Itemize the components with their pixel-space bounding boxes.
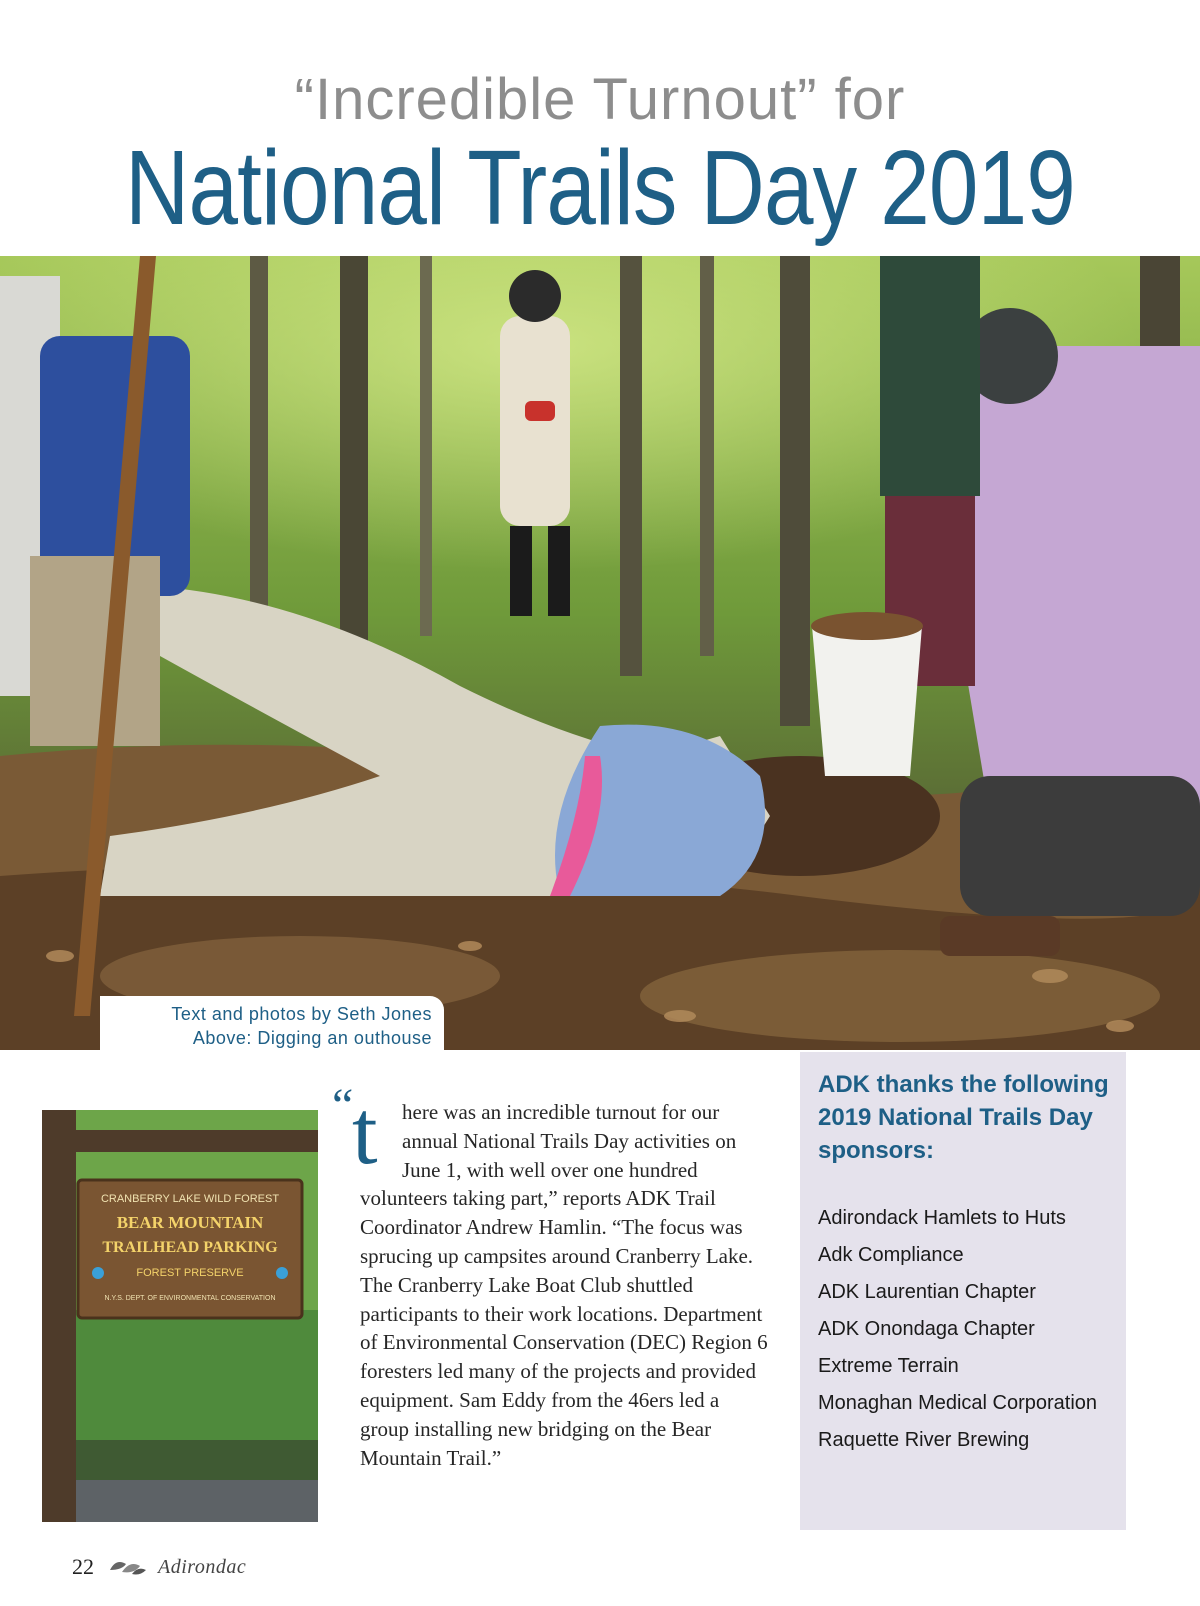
sponsors-sidebar xyxy=(800,1052,1126,1530)
magazine-name: Adirondac xyxy=(158,1556,247,1578)
trailhead-sign-photo xyxy=(42,1110,318,1522)
sponsor-item: Monaghan Medical Corporation xyxy=(818,1392,1098,1414)
photo-credit-box xyxy=(100,996,444,1054)
sponsor-item: Raquette River Brewing xyxy=(818,1429,1030,1451)
article-headline: National Trails Day 2019 xyxy=(125,129,1075,247)
sign-line-2: BEAR MOUNTAIN xyxy=(116,1213,264,1232)
sidebar-title: ADK thanks the following 2019 National Trails Day sponsors: xyxy=(818,1071,1109,1164)
hero-photo xyxy=(0,256,1200,1050)
drop-cap: t xyxy=(352,1081,378,1183)
article-lead: here was an incredible turnout for our annual National Trails Day activities on June 1, with well over one hundred volunteers taking part,” reports ADK Trail Coordinator Andrew Hamlin. “The focus was sprucing up campsites around Cranberry Lake. The Cranberry Lake Boat Club shuttled participants to their work locations. Department of Environmental Conservation (DEC) Region 6 foresters led many of the projects and provided equipment. Sam Eddy from the 46ers led a group installing new bridging on the Bear Mountain Trail.” xyxy=(360,1100,768,1470)
dropcap-spacer xyxy=(360,1098,402,1184)
sign-emblem-right xyxy=(276,1267,288,1279)
article-kicker: “Incredible Turnout” for xyxy=(294,67,906,132)
sponsor-item: ADK Laurentian Chapter xyxy=(818,1281,1036,1303)
sponsor-list xyxy=(818,1200,1097,1459)
sponsor-item: Extreme Terrain xyxy=(818,1355,959,1377)
sponsor-item: Adk Compliance xyxy=(818,1244,964,1266)
trailhead-sign-illustration xyxy=(42,1110,318,1522)
sponsor-item: Adirondack Hamlets to Huts xyxy=(818,1207,1066,1229)
sign-line-5: N.Y.S. DEPT. OF ENVIRONMENTAL CONSERVATION xyxy=(104,1295,276,1302)
sign-line-1: CRANBERRY LAKE WILD FOREST xyxy=(100,1193,280,1205)
sign-line-4: FOREST PRESERVE xyxy=(136,1267,244,1279)
leaf-logo-icon xyxy=(108,1556,148,1583)
sign-emblem-left xyxy=(92,1267,104,1279)
article-body xyxy=(360,1098,770,1472)
photo-byline: Text and photos by Seth Jones xyxy=(171,1004,432,1024)
photo-caption: Above: Digging an outhouse xyxy=(192,1028,432,1048)
page-number: 22 xyxy=(72,1554,94,1579)
quote-mark: “ xyxy=(332,1079,354,1132)
hero-photo-illustration xyxy=(0,256,1200,1050)
sign-line-3: TRAILHEAD PARKING xyxy=(102,1239,278,1256)
sponsor-item: ADK Onondaga Chapter xyxy=(818,1318,1035,1340)
